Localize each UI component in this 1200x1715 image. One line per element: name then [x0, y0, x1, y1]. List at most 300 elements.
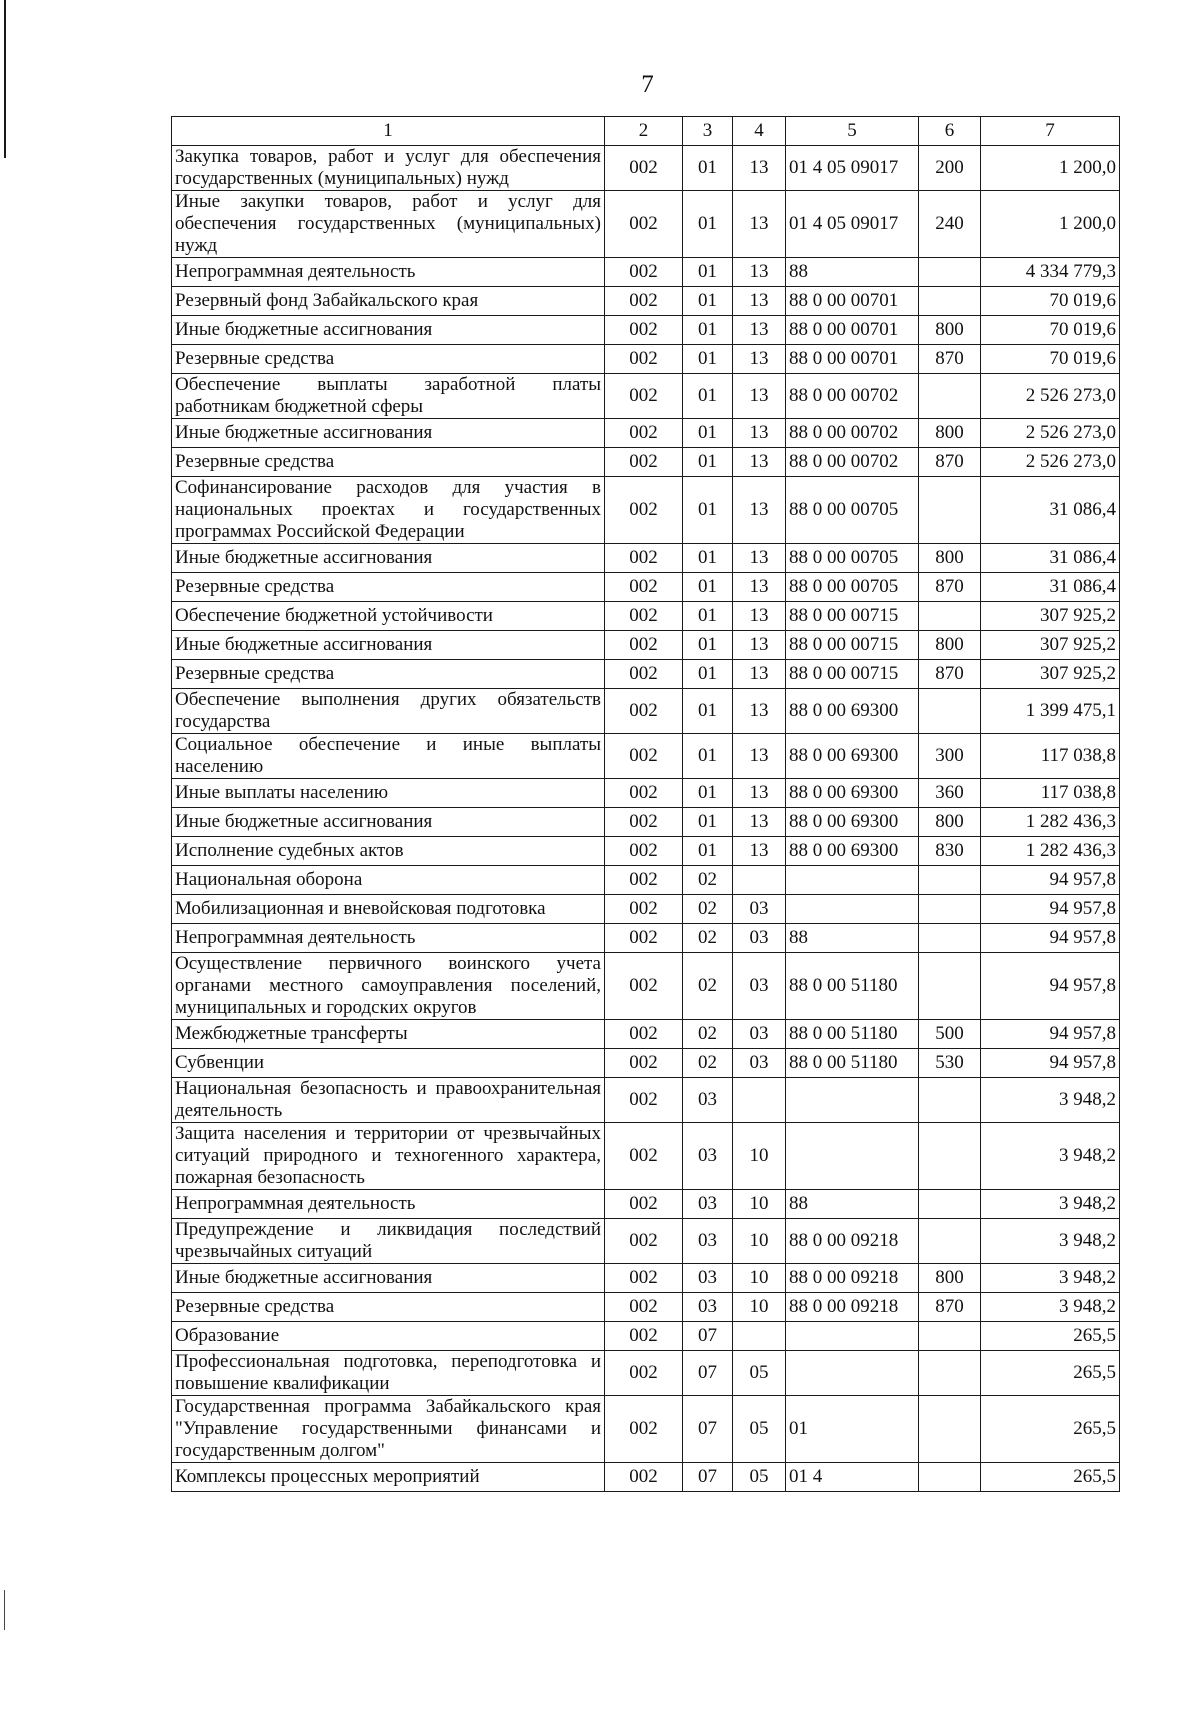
- cell-col-7: 94 957,8: [981, 1049, 1120, 1078]
- cell-col-5: 88 0 00 00701: [786, 345, 919, 374]
- cell-col-3: 03: [683, 1123, 733, 1190]
- cell-col-5: 88 0 00 00701: [786, 316, 919, 345]
- cell-col-5: 88 0 00 00702: [786, 374, 919, 419]
- header-col-4: 4: [733, 117, 786, 146]
- header-col-5: 5: [786, 117, 919, 146]
- cell-col-2: 002: [605, 1322, 683, 1351]
- cell-name: Обеспечение выполнения других обязательств государства: [172, 689, 605, 734]
- table-row: [172, 573, 1120, 602]
- table-row: [172, 1463, 1120, 1492]
- cell-col-6: 530: [919, 1049, 981, 1078]
- cell-col-3: 01: [683, 419, 733, 448]
- cell-col-2: 002: [605, 1049, 683, 1078]
- cell-col-5: 88 0 00 00705: [786, 477, 919, 544]
- cell-col-4: 03: [733, 1020, 786, 1049]
- cell-col-7: 70 019,6: [981, 316, 1120, 345]
- cell-col-2: 002: [605, 953, 683, 1020]
- cell-col-4: 13: [733, 316, 786, 345]
- cell-col-2: 002: [605, 1396, 683, 1463]
- table-row: [172, 660, 1120, 689]
- cell-col-5: 88 0 00 51180: [786, 953, 919, 1020]
- cell-col-7: 70 019,6: [981, 287, 1120, 316]
- cell-col-5: 88 0 00 69300: [786, 837, 919, 866]
- cell-col-7: 265,5: [981, 1322, 1120, 1351]
- table-row: [172, 287, 1120, 316]
- table-row: [172, 924, 1120, 953]
- cell-name: Иные бюджетные ассигнования: [172, 631, 605, 660]
- cell-col-5: 88 0 00 51180: [786, 1020, 919, 1049]
- page-number: 7: [641, 71, 654, 98]
- cell-col-6: 800: [919, 419, 981, 448]
- cell-col-5: 88 0 00 00715: [786, 602, 919, 631]
- cell-col-5: [786, 1322, 919, 1351]
- cell-col-7: 3 948,2: [981, 1123, 1120, 1190]
- cell-col-2: 002: [605, 544, 683, 573]
- cell-col-3: 01: [683, 573, 733, 602]
- cell-col-6: [919, 258, 981, 287]
- cell-col-4: 13: [733, 258, 786, 287]
- cell-name: Резервные средства: [172, 448, 605, 477]
- cell-name: Образование: [172, 1322, 605, 1351]
- cell-col-4: 13: [733, 544, 786, 573]
- cell-col-5: 88 0 00 00701: [786, 287, 919, 316]
- cell-col-4: 03: [733, 895, 786, 924]
- cell-name: Резервные средства: [172, 573, 605, 602]
- cell-col-4: 13: [733, 374, 786, 419]
- cell-name: Иные бюджетные ассигнования: [172, 316, 605, 345]
- cell-col-4: 13: [733, 779, 786, 808]
- cell-col-5: [786, 1351, 919, 1396]
- cell-col-5: 88 0 00 00715: [786, 660, 919, 689]
- cell-col-7: 307 925,2: [981, 631, 1120, 660]
- table-row: [172, 345, 1120, 374]
- cell-col-4: 13: [733, 734, 786, 779]
- cell-col-6: 500: [919, 1020, 981, 1049]
- cell-name: Резервные средства: [172, 1293, 605, 1322]
- cell-name: Межбюджетные трансферты: [172, 1020, 605, 1049]
- cell-col-3: 03: [683, 1078, 733, 1123]
- cell-col-3: 02: [683, 1049, 733, 1078]
- cell-col-2: 002: [605, 660, 683, 689]
- cell-col-2: 002: [605, 316, 683, 345]
- cell-col-4: 13: [733, 660, 786, 689]
- cell-col-2: 002: [605, 1020, 683, 1049]
- cell-col-5: [786, 866, 919, 895]
- table-row: [172, 895, 1120, 924]
- cell-col-6: 360: [919, 779, 981, 808]
- cell-col-5: 88 0 00 69300: [786, 779, 919, 808]
- cell-col-2: 002: [605, 1123, 683, 1190]
- cell-col-2: 002: [605, 477, 683, 544]
- cell-col-6: [919, 287, 981, 316]
- table-row: [172, 1293, 1120, 1322]
- cell-name: Иные закупки товаров, работ и услуг для обеспечения государственных (муниципальных) нужд: [172, 191, 605, 258]
- cell-col-2: 002: [605, 345, 683, 374]
- cell-col-3: 01: [683, 808, 733, 837]
- cell-col-4: 10: [733, 1264, 786, 1293]
- cell-col-5: 88: [786, 924, 919, 953]
- cell-col-6: [919, 1219, 981, 1264]
- cell-col-2: 002: [605, 374, 683, 419]
- cell-col-6: [919, 895, 981, 924]
- cell-col-7: 265,5: [981, 1463, 1120, 1492]
- table-row: [172, 808, 1120, 837]
- table-row: [172, 602, 1120, 631]
- table-row: [172, 191, 1120, 258]
- cell-col-2: 002: [605, 866, 683, 895]
- cell-name: Осуществление первичного воинского учета органами местного самоуправления поселений, муниципальных и городских округов: [172, 953, 605, 1020]
- cell-col-3: 01: [683, 779, 733, 808]
- cell-col-6: [919, 1351, 981, 1396]
- cell-col-6: 870: [919, 660, 981, 689]
- cell-col-6: [919, 1322, 981, 1351]
- cell-col-6: 800: [919, 1264, 981, 1293]
- cell-col-4: 05: [733, 1396, 786, 1463]
- cell-col-7: 3 948,2: [981, 1293, 1120, 1322]
- cell-col-5: [786, 1123, 919, 1190]
- cell-col-7: 1 399 475,1: [981, 689, 1120, 734]
- table-row: [172, 1264, 1120, 1293]
- cell-col-3: 01: [683, 544, 733, 573]
- cell-col-2: 002: [605, 287, 683, 316]
- cell-col-5: 88 0 00 09218: [786, 1219, 919, 1264]
- cell-col-5: 88 0 00 00715: [786, 631, 919, 660]
- cell-col-2: 002: [605, 631, 683, 660]
- cell-col-4: 13: [733, 146, 786, 191]
- cell-col-6: [919, 602, 981, 631]
- cell-col-6: [919, 374, 981, 419]
- cell-name: Обеспечение бюджетной устойчивости: [172, 602, 605, 631]
- cell-col-7: 1 200,0: [981, 146, 1120, 191]
- cell-name: Непрограммная деятельность: [172, 1190, 605, 1219]
- cell-col-6: 800: [919, 631, 981, 660]
- cell-col-4: [733, 1322, 786, 1351]
- cell-col-3: 07: [683, 1463, 733, 1492]
- cell-col-2: 002: [605, 1293, 683, 1322]
- table-row: [172, 1020, 1120, 1049]
- cell-col-7: 3 948,2: [981, 1190, 1120, 1219]
- cell-name: Закупка товаров, работ и услуг для обеспечения государственных (муниципальных) нужд: [172, 146, 605, 191]
- cell-col-7: 31 086,4: [981, 477, 1120, 544]
- cell-col-5: 01 4 05 09017: [786, 146, 919, 191]
- cell-col-4: 10: [733, 1219, 786, 1264]
- cell-col-7: 3 948,2: [981, 1219, 1120, 1264]
- cell-col-4: 03: [733, 1049, 786, 1078]
- cell-col-6: [919, 953, 981, 1020]
- table-row: [172, 866, 1120, 895]
- cell-col-7: 94 957,8: [981, 924, 1120, 953]
- cell-col-5: 88 0 00 00702: [786, 448, 919, 477]
- budget-table: [171, 116, 1120, 1492]
- cell-col-2: 002: [605, 573, 683, 602]
- cell-col-4: 13: [733, 345, 786, 374]
- cell-col-5: 88 0 00 69300: [786, 734, 919, 779]
- cell-col-5: [786, 1078, 919, 1123]
- cell-col-6: [919, 1123, 981, 1190]
- cell-col-4: 13: [733, 448, 786, 477]
- cell-col-6: 800: [919, 544, 981, 573]
- cell-col-7: 307 925,2: [981, 660, 1120, 689]
- cell-col-4: 05: [733, 1351, 786, 1396]
- cell-col-6: [919, 866, 981, 895]
- cell-col-4: 10: [733, 1123, 786, 1190]
- cell-col-2: 002: [605, 1078, 683, 1123]
- cell-col-4: 10: [733, 1190, 786, 1219]
- cell-name: Резервные средства: [172, 660, 605, 689]
- cell-col-6: [919, 689, 981, 734]
- cell-col-7: 265,5: [981, 1396, 1120, 1463]
- cell-col-7: 31 086,4: [981, 573, 1120, 602]
- header-col-7: 7: [981, 117, 1120, 146]
- cell-col-7: 265,5: [981, 1351, 1120, 1396]
- table-row: [172, 477, 1120, 544]
- cell-col-4: 13: [733, 191, 786, 258]
- cell-col-5: [786, 895, 919, 924]
- cell-col-7: 1 200,0: [981, 191, 1120, 258]
- table-row: [172, 1049, 1120, 1078]
- cell-col-2: 002: [605, 448, 683, 477]
- table-row: [172, 1322, 1120, 1351]
- cell-col-7: 70 019,6: [981, 345, 1120, 374]
- cell-col-3: 01: [683, 734, 733, 779]
- cell-col-3: 01: [683, 345, 733, 374]
- cell-col-7: 3 948,2: [981, 1078, 1120, 1123]
- cell-col-3: 01: [683, 660, 733, 689]
- cell-name: Резервные средства: [172, 345, 605, 374]
- table-row: [172, 1190, 1120, 1219]
- cell-name: Иные бюджетные ассигнования: [172, 419, 605, 448]
- cell-name: Софинансирование расходов для участия в национальных проектах и государственных программах Российской Федерации: [172, 477, 605, 544]
- cell-col-2: 002: [605, 808, 683, 837]
- cell-col-2: 002: [605, 1463, 683, 1492]
- cell-col-5: 88 0 00 51180: [786, 1049, 919, 1078]
- cell-col-7: 117 038,8: [981, 779, 1120, 808]
- cell-col-6: [919, 477, 981, 544]
- table-row: [172, 837, 1120, 866]
- cell-col-4: [733, 1078, 786, 1123]
- table-row: [172, 419, 1120, 448]
- cell-col-6: [919, 1463, 981, 1492]
- cell-col-6: [919, 924, 981, 953]
- cell-col-2: 002: [605, 1351, 683, 1396]
- cell-col-3: 07: [683, 1396, 733, 1463]
- cell-col-2: 002: [605, 602, 683, 631]
- cell-col-4: 13: [733, 631, 786, 660]
- cell-col-5: 01 4: [786, 1463, 919, 1492]
- cell-col-4: 13: [733, 689, 786, 734]
- cell-name: Резервный фонд Забайкальского края: [172, 287, 605, 316]
- cell-name: Иные выплаты населению: [172, 779, 605, 808]
- cell-col-6: [919, 1190, 981, 1219]
- cell-col-7: 3 948,2: [981, 1264, 1120, 1293]
- cell-col-3: 02: [683, 866, 733, 895]
- table-row: [172, 1123, 1120, 1190]
- cell-col-6: [919, 1078, 981, 1123]
- cell-col-6: 200: [919, 146, 981, 191]
- cell-name: Национальная оборона: [172, 866, 605, 895]
- cell-col-2: 002: [605, 779, 683, 808]
- cell-col-3: 01: [683, 191, 733, 258]
- header-col-3: 3: [683, 117, 733, 146]
- table-row: [172, 1078, 1120, 1123]
- cell-col-7: 1 282 436,3: [981, 808, 1120, 837]
- cell-col-4: 13: [733, 477, 786, 544]
- cell-name: Субвенции: [172, 1049, 605, 1078]
- cell-col-7: 2 526 273,0: [981, 374, 1120, 419]
- cell-col-2: 002: [605, 419, 683, 448]
- cell-col-7: 1 282 436,3: [981, 837, 1120, 866]
- cell-col-6: 870: [919, 573, 981, 602]
- cell-col-2: 002: [605, 734, 683, 779]
- cell-col-4: 13: [733, 573, 786, 602]
- cell-col-4: 03: [733, 924, 786, 953]
- header-col-6: 6: [919, 117, 981, 146]
- cell-col-5: 88 0 00 69300: [786, 689, 919, 734]
- cell-name: Государственная программа Забайкальского края "Управление государственными финансами и государственным долгом": [172, 1396, 605, 1463]
- cell-name: Иные бюджетные ассигнования: [172, 544, 605, 573]
- cell-col-6: [919, 1396, 981, 1463]
- cell-col-5: 88 0 00 09218: [786, 1293, 919, 1322]
- cell-name: Исполнение судебных актов: [172, 837, 605, 866]
- cell-col-6: 870: [919, 448, 981, 477]
- scan-edge-mark: [4, 1590, 5, 1630]
- table-row: [172, 689, 1120, 734]
- cell-col-6: 800: [919, 316, 981, 345]
- table-row: [172, 1396, 1120, 1463]
- cell-col-5: 01 4 05 09017: [786, 191, 919, 258]
- cell-col-2: 002: [605, 1190, 683, 1219]
- cell-col-4: 13: [733, 808, 786, 837]
- cell-col-4: 13: [733, 837, 786, 866]
- cell-col-3: 02: [683, 895, 733, 924]
- cell-col-7: 4 334 779,3: [981, 258, 1120, 287]
- table-row: [172, 734, 1120, 779]
- cell-col-3: 03: [683, 1190, 733, 1219]
- cell-name: Обеспечение выплаты заработной платы работникам бюджетной сферы: [172, 374, 605, 419]
- cell-col-3: 01: [683, 477, 733, 544]
- table-row: [172, 448, 1120, 477]
- cell-col-7: 117 038,8: [981, 734, 1120, 779]
- cell-name: Социальное обеспечение и иные выплаты населению: [172, 734, 605, 779]
- cell-col-3: 03: [683, 1219, 733, 1264]
- header-col-2: 2: [605, 117, 683, 146]
- table-row: [172, 146, 1120, 191]
- cell-col-2: 002: [605, 1264, 683, 1293]
- cell-col-6: 300: [919, 734, 981, 779]
- cell-col-4: 13: [733, 419, 786, 448]
- header-col-1: 1: [172, 117, 605, 146]
- cell-col-7: 31 086,4: [981, 544, 1120, 573]
- cell-col-5: 01: [786, 1396, 919, 1463]
- cell-col-6: 870: [919, 345, 981, 374]
- cell-col-5: 88 0 00 09218: [786, 1264, 919, 1293]
- cell-col-3: 01: [683, 287, 733, 316]
- cell-col-3: 01: [683, 146, 733, 191]
- cell-col-7: 2 526 273,0: [981, 448, 1120, 477]
- cell-col-4: 10: [733, 1293, 786, 1322]
- cell-name: Комплексы процессных мероприятий: [172, 1463, 605, 1492]
- cell-col-6: 870: [919, 1293, 981, 1322]
- cell-col-5: 88 0 00 69300: [786, 808, 919, 837]
- cell-col-4: 03: [733, 953, 786, 1020]
- table-row: [172, 374, 1120, 419]
- table-header-row: [172, 117, 1120, 146]
- cell-col-5: 88: [786, 258, 919, 287]
- cell-col-2: 002: [605, 895, 683, 924]
- cell-col-6: 800: [919, 808, 981, 837]
- cell-col-2: 002: [605, 689, 683, 734]
- cell-col-4: [733, 866, 786, 895]
- table-row: [172, 779, 1120, 808]
- table-row: [172, 1219, 1120, 1264]
- cell-col-5: 88 0 00 00705: [786, 544, 919, 573]
- cell-col-3: 02: [683, 953, 733, 1020]
- cell-col-6: 830: [919, 837, 981, 866]
- cell-col-4: 13: [733, 287, 786, 316]
- cell-col-7: 94 957,8: [981, 895, 1120, 924]
- cell-name: Иные бюджетные ассигнования: [172, 808, 605, 837]
- cell-col-7: 94 957,8: [981, 1020, 1120, 1049]
- cell-col-7: 94 957,8: [981, 866, 1120, 895]
- cell-col-3: 03: [683, 1293, 733, 1322]
- cell-col-3: 01: [683, 316, 733, 345]
- cell-col-5: 88: [786, 1190, 919, 1219]
- cell-name: Непрограммная деятельность: [172, 924, 605, 953]
- cell-col-3: 01: [683, 689, 733, 734]
- cell-col-3: 01: [683, 374, 733, 419]
- table-row: [172, 953, 1120, 1020]
- cell-col-3: 02: [683, 1020, 733, 1049]
- table-row: [172, 316, 1120, 345]
- cell-col-2: 002: [605, 837, 683, 866]
- table-row: [172, 258, 1120, 287]
- table-row: [172, 631, 1120, 660]
- cell-col-4: 05: [733, 1463, 786, 1492]
- cell-col-5: 88 0 00 00702: [786, 419, 919, 448]
- cell-col-3: 07: [683, 1351, 733, 1396]
- cell-col-6: 240: [919, 191, 981, 258]
- cell-col-3: 01: [683, 258, 733, 287]
- cell-name: Предупреждение и ликвидация последствий чрезвычайных ситуаций: [172, 1219, 605, 1264]
- cell-col-3: 03: [683, 1264, 733, 1293]
- cell-col-5: 88 0 00 00705: [786, 573, 919, 602]
- cell-col-3: 07: [683, 1322, 733, 1351]
- cell-col-7: 94 957,8: [981, 953, 1120, 1020]
- cell-name: Защита населения и территории от чрезвычайных ситуаций природного и техногенного характера, пожарная безопасность: [172, 1123, 605, 1190]
- table-row: [172, 1351, 1120, 1396]
- cell-col-2: 002: [605, 924, 683, 953]
- table-row: [172, 544, 1120, 573]
- cell-name: Профессиональная подготовка, переподготовка и повышение квалификации: [172, 1351, 605, 1396]
- cell-col-3: 01: [683, 837, 733, 866]
- cell-col-2: 002: [605, 191, 683, 258]
- cell-name: Непрограммная деятельность: [172, 258, 605, 287]
- cell-col-3: 01: [683, 448, 733, 477]
- cell-name: Иные бюджетные ассигнования: [172, 1264, 605, 1293]
- cell-col-3: 02: [683, 924, 733, 953]
- table-body: [172, 146, 1120, 1492]
- cell-name: Национальная безопасность и правоохранительная деятельность: [172, 1078, 605, 1123]
- cell-col-3: 01: [683, 631, 733, 660]
- cell-name: Мобилизационная и вневойсковая подготовка: [172, 895, 605, 924]
- cell-col-3: 01: [683, 602, 733, 631]
- cell-col-2: 002: [605, 1219, 683, 1264]
- cell-col-2: 002: [605, 258, 683, 287]
- cell-col-4: 13: [733, 602, 786, 631]
- cell-col-2: 002: [605, 146, 683, 191]
- cell-col-7: 307 925,2: [981, 602, 1120, 631]
- cell-col-7: 2 526 273,0: [981, 419, 1120, 448]
